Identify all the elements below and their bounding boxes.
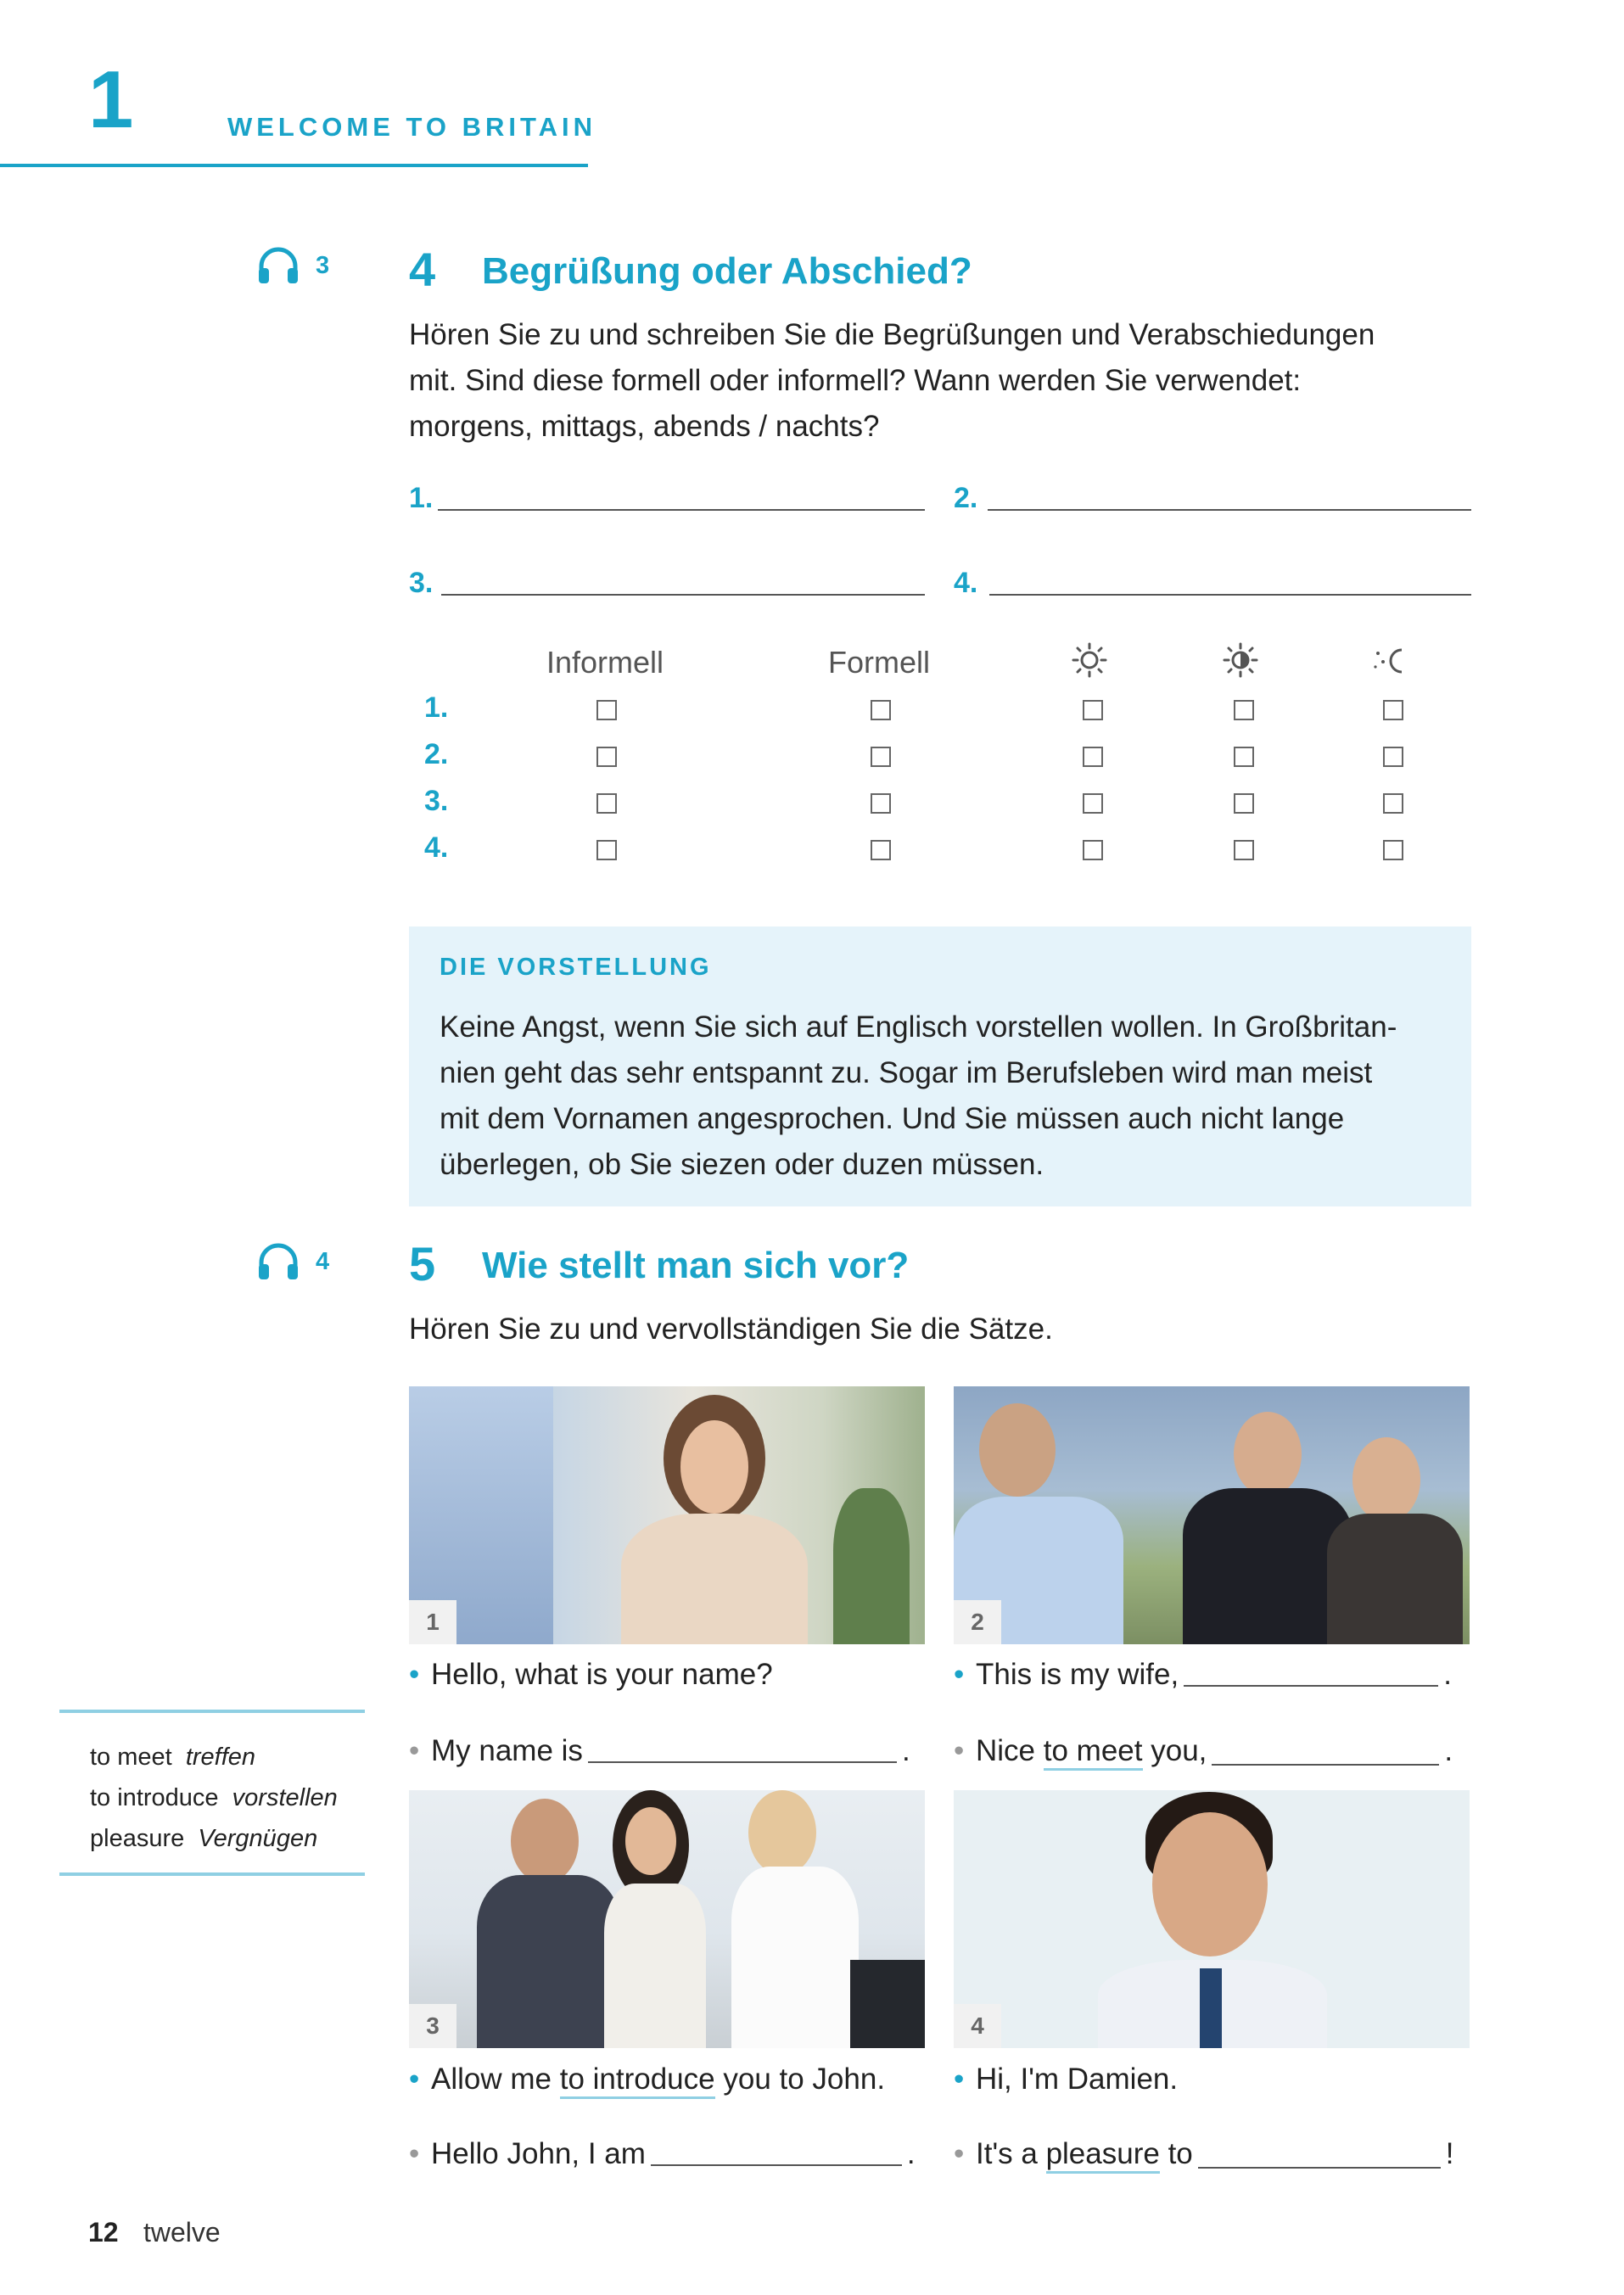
vocab-english: pleasure [90, 1825, 185, 1852]
page-number: 12 [88, 2217, 119, 2247]
sentence-text: Hello, what is your name? [431, 1658, 773, 1691]
sentence-3a [409, 2063, 885, 2099]
info-line: Keine Angst, wenn Sie sich auf Englisch vorstellen wollen. In Großbritan- [440, 1010, 1397, 1044]
photo-number-badge: 2 [954, 1600, 1001, 1644]
audio-track-3[interactable] [256, 246, 329, 285]
bullet: • [954, 2137, 965, 2170]
photo-three-colleagues [409, 1790, 925, 2048]
headphones-icon [256, 1242, 300, 1281]
chapter-rule [0, 164, 588, 167]
sentence-3b [409, 2137, 916, 2171]
headphones-icon [256, 246, 300, 285]
vocab-underlined-term: to meet [1044, 1734, 1143, 1771]
answer-blank[interactable] [1212, 1764, 1439, 1766]
checkbox-row4-col3[interactable] [1083, 840, 1103, 860]
checkbox-row1-col1[interactable] [596, 700, 617, 720]
checkbox-row3-col1[interactable] [596, 793, 617, 814]
sentence-text: Hi, I'm Damien. [976, 2063, 1179, 2096]
checkbox-row2-col1[interactable] [596, 747, 617, 767]
audio-track-4[interactable] [256, 1242, 329, 1281]
audio-track-number: 4 [316, 1247, 330, 1275]
info-box-title: DIE VORSTELLUNG [440, 954, 712, 981]
vocab-underlined-term: to introduce [560, 2063, 715, 2099]
bullet: • [409, 1734, 420, 1767]
checkbox-row2-col2[interactable] [871, 747, 891, 767]
info-box [409, 926, 1471, 1206]
sentence-text: . [906, 2137, 916, 2170]
audio-track-number: 3 [316, 251, 330, 279]
sentence-text: Nice [976, 1734, 1036, 1767]
blank-label-3: 3. [409, 567, 434, 599]
checkbox-row2-col5[interactable] [1383, 747, 1403, 767]
sentence-text: to [1168, 2137, 1193, 2170]
instruction-line: morgens, mittags, abends / nachts? [409, 410, 880, 443]
sentence-1a [409, 1658, 773, 1692]
bullet: • [954, 1734, 965, 1767]
grid-row-label: 3. [424, 785, 449, 817]
answer-line-2[interactable] [988, 509, 1471, 511]
answer-line-1[interactable] [438, 509, 925, 511]
sentence-text: My name is [431, 1734, 583, 1767]
chapter-number: 1 [88, 54, 134, 145]
sun-morning-icon [1071, 641, 1108, 679]
checkbox-row4-col4[interactable] [1234, 840, 1254, 860]
bullet: • [409, 2137, 420, 2170]
vocab-english: to introduce [90, 1784, 219, 1811]
vocab-german: vorstellen [232, 1784, 338, 1811]
sentence-text: . [901, 1734, 910, 1767]
info-line: nien geht das sehr entspannt zu. Sogar im Berufsleben wird man meist [440, 1056, 1373, 1089]
info-line: mit dem Vornamen angesprochen. Und Sie müssen auch nicht lange [440, 1102, 1345, 1135]
checkbox-row4-col1[interactable] [596, 840, 617, 860]
photo-business-introduction [954, 1386, 1470, 1644]
vocabulary-box [59, 1710, 365, 1876]
checkbox-row2-col4[interactable] [1234, 747, 1254, 767]
vocab-entry [90, 1818, 338, 1859]
checkbox-row3-col4[interactable] [1234, 793, 1254, 814]
photo-number-badge: 1 [409, 1600, 456, 1644]
sentence-text: . [1443, 1658, 1452, 1691]
chapter-title: WELCOME TO BRITAIN [227, 112, 596, 142]
checkbox-row3-col2[interactable] [871, 793, 891, 814]
checkbox-row1-col5[interactable] [1383, 700, 1403, 720]
vocab-entry [90, 1777, 338, 1818]
blank-label-1: 1. [409, 482, 434, 514]
vocab-underlined-term: pleasure [1046, 2137, 1160, 2174]
answer-line-4[interactable] [989, 594, 1471, 596]
answer-line-3[interactable] [441, 594, 925, 596]
page-number-word: twelve [143, 2217, 221, 2247]
answer-blank[interactable] [651, 2164, 902, 2166]
column-header-informell: Informell [546, 645, 664, 680]
checkbox-row1-col3[interactable] [1083, 700, 1103, 720]
grid-row-label: 2. [424, 738, 449, 770]
vocab-german: treffen [185, 1744, 256, 1771]
answer-blank[interactable] [1198, 2167, 1441, 2169]
column-header-formell: Formell [827, 645, 930, 680]
info-box-text [440, 1005, 1441, 1188]
photo-handshake-office [409, 1386, 925, 1644]
sentence-text: It's a [976, 2137, 1038, 2170]
exercise-title: Begrüßung oder Abschied? [482, 250, 972, 292]
sentence-2a [954, 1658, 1452, 1692]
sentence-text: Allow me [431, 2063, 552, 2096]
bullet: • [409, 2063, 420, 2096]
sun-midday-icon [1222, 641, 1259, 679]
checkbox-row3-col5[interactable] [1383, 793, 1403, 814]
vocab-english: to meet [90, 1744, 172, 1771]
sentence-text: you to John. [723, 2063, 886, 2096]
photo-number-badge: 3 [409, 2004, 456, 2048]
answer-blank[interactable] [1184, 1685, 1438, 1687]
info-line: überlegen, ob Sie siezen oder duzen müssen. [440, 1148, 1044, 1181]
sentence-4b [954, 2137, 1454, 2174]
checkbox-row4-col5[interactable] [1383, 840, 1403, 860]
checkbox-row1-col4[interactable] [1234, 700, 1254, 720]
instruction-line: Hören Sie zu und schreiben Sie die Begrüßungen und Verabschiedungen [409, 318, 1375, 351]
sentence-text: ! [1445, 2137, 1454, 2170]
blank-label-4: 4. [954, 567, 978, 599]
sentence-1b [409, 1734, 910, 1768]
blank-label-2: 2. [954, 482, 978, 514]
photo-number-badge: 4 [954, 2004, 1001, 2048]
exercise-instruction: Hören Sie zu und vervollständigen Sie die Sätze. [409, 1313, 1053, 1346]
answer-blank[interactable] [588, 1761, 897, 1763]
checkbox-row3-col3[interactable] [1083, 793, 1103, 814]
sentence-text: you, [1151, 1734, 1207, 1767]
exercise-title: Wie stellt man sich vor? [482, 1245, 910, 1286]
checkbox-row2-col3[interactable] [1083, 747, 1103, 767]
bullet: • [409, 1658, 420, 1691]
grid-row-label: 1. [424, 691, 449, 724]
checkbox-row1-col2[interactable] [871, 700, 891, 720]
sentence-2b [954, 1734, 1453, 1771]
photo-damien-portrait [954, 1790, 1470, 2048]
sentence-text: . [1444, 1734, 1453, 1767]
vocab-entry [90, 1737, 338, 1777]
sentence-4a [954, 2063, 1178, 2096]
exercise-number: 4 [409, 243, 436, 296]
sentence-text: Hello John, I am [431, 2137, 646, 2170]
moon-night-icon [1371, 641, 1412, 679]
exercise-instruction [409, 312, 1478, 450]
sentence-text: This is my wife, [976, 1658, 1179, 1691]
checkbox-row4-col2[interactable] [871, 840, 891, 860]
exercise-number: 5 [409, 1237, 436, 1290]
grid-row-label: 4. [424, 831, 449, 864]
bullet: • [954, 1658, 965, 1691]
instruction-line: mit. Sind diese formell oder informell? Wann werden Sie verwendet: [409, 364, 1302, 397]
vocab-german: Vergnügen [198, 1825, 318, 1852]
bullet: • [954, 2063, 965, 2096]
